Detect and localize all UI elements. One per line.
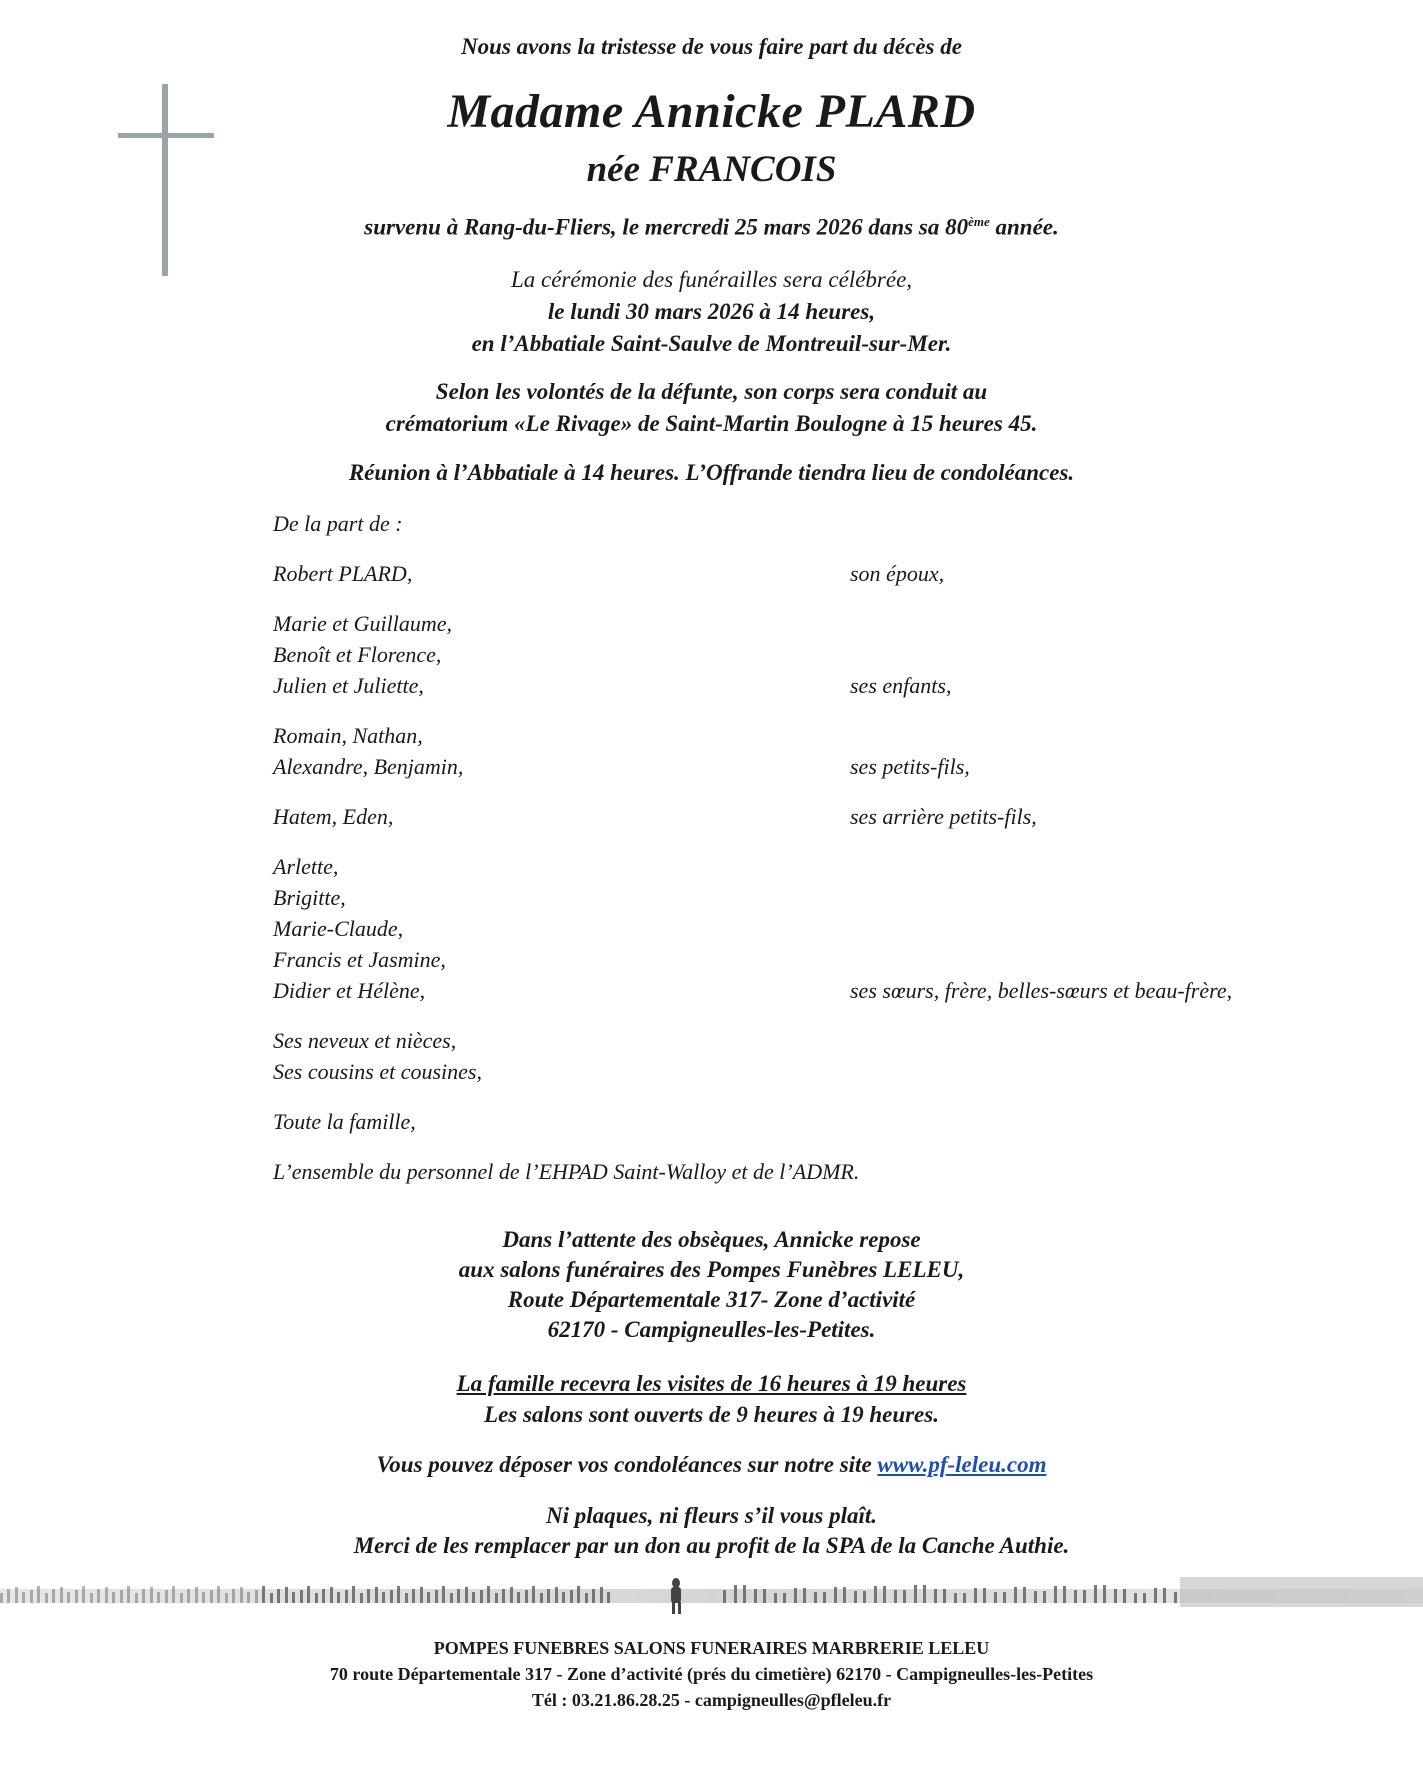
maiden-name: née FRANCOIS [586,149,837,190]
cremation-line-1: Selon les volontés de la défunte, son corps sera conduit au [435,379,988,404]
family-name: Marie-Claude, [273,916,404,941]
visits-line [0,1371,1423,1397]
family-name: Alexandre, Benjamin, [273,754,464,779]
rest-line-2: aux salons funéraires des Pompes Funèbres LELEU, [458,1257,965,1282]
death-line [0,214,1423,241]
family-relation: ses sœurs, frère, belles-sœurs et beau-frère, [850,978,1233,1003]
flowers-line-2: Merci de les remplacer par un don au profit de la SPA de la Canche Authie. [353,1533,1070,1558]
family-relation: son époux, [850,561,945,586]
condolences-text: Vous pouvez déposer vos condoléances sur notre site [376,1452,878,1477]
deceased-name: Madame Annicke PLARD [447,85,976,138]
rest-line-1: Dans l’attente des obsèques, Annicke repose [502,1227,921,1252]
family-name: Brigitte, [273,885,346,910]
family-name: Benoît et Florence, [273,642,442,667]
family-relation: ses petits-fils, [850,754,970,779]
family-relation: ses arrière petits-fils, [850,804,1037,829]
family-heading: De la part de : [273,511,403,536]
family-name: Toute la famille, [273,1109,416,1134]
family-name: Julien et Juliette, [273,673,424,698]
ceremony-line-3: en l’Abbatiale Saint-Saulve de Montreuil-sur-Mer. [471,331,952,356]
death-line-main: survenu à Rang-du-Fliers, le mercredi 25 mars 2026 dans sa 80 [364,214,969,240]
footer-title: POMPES FUNEBRES SALONS FUNERAIRES MARBRERIE LELEU [433,1638,990,1658]
flowers-line-1: Ni plaques, ni fleurs s’il vous plaît. [546,1503,877,1528]
family-name: Ses neveux et nièces, [273,1028,457,1053]
family-name: Francis et Jasmine, [273,947,446,972]
family-name: Didier et Hélène, [273,978,426,1003]
ceremony-line-2: le lundi 30 mars 2026 à 14 heures, [547,299,876,324]
condolences-link[interactable]: www.pf-leleu.com [877,1452,1047,1477]
condolences-line [0,1452,1423,1478]
family-name: Marie et Guillaume, [273,611,453,636]
family-relation: ses enfants, [850,673,952,698]
family-name: Ses cousins et cousines, [273,1059,482,1084]
family-name: Arlette, [273,854,339,879]
rest-line-4: 62170 - Campigneulles-les-Petites. [547,1317,876,1342]
ceremony-line-1: La cérémonie des funérailles sera célébrée, [510,267,913,292]
family-name: L’ensemble du personnel de l’EHPAD Saint-Walloy et de l’ADMR. [273,1159,860,1184]
opening-hours: Les salons sont ouverts de 9 heures à 19 heures. [484,1402,939,1427]
reunion-text: Réunion à l’Abbatiale à 14 heures. L’Offrande tiendra lieu de condoléances. [348,460,1075,485]
visits-text: La famille recevra les visites de 16 heures à 19 heures [456,1371,967,1396]
intro-text: Nous avons la tristesse de vous faire part du décès de [461,34,962,59]
death-line-sup: ème [968,214,990,229]
family-name: Robert PLARD, [273,561,413,586]
footer-contact: Tél : 03.21.86.28.25 - campigneulles@pfleleu.fr [531,1690,892,1710]
rest-line-3: Route Départementale 317- Zone d’activité [507,1287,916,1312]
cremation-line-2: crématorium «Le Rivage» de Saint-Martin Boulogne à 15 heures 45. [385,411,1038,436]
beach-silhouette-image [0,1575,1423,1621]
death-line-end: année. [989,214,1059,240]
family-name: Hatem, Eden, [273,804,394,829]
family-name: Romain, Nathan, [273,723,423,748]
footer-address: 70 route Départementale 317 - Zone d’activité (prés du cimetière) 62170 - Campigneulles-les-Petites [329,1664,1094,1684]
